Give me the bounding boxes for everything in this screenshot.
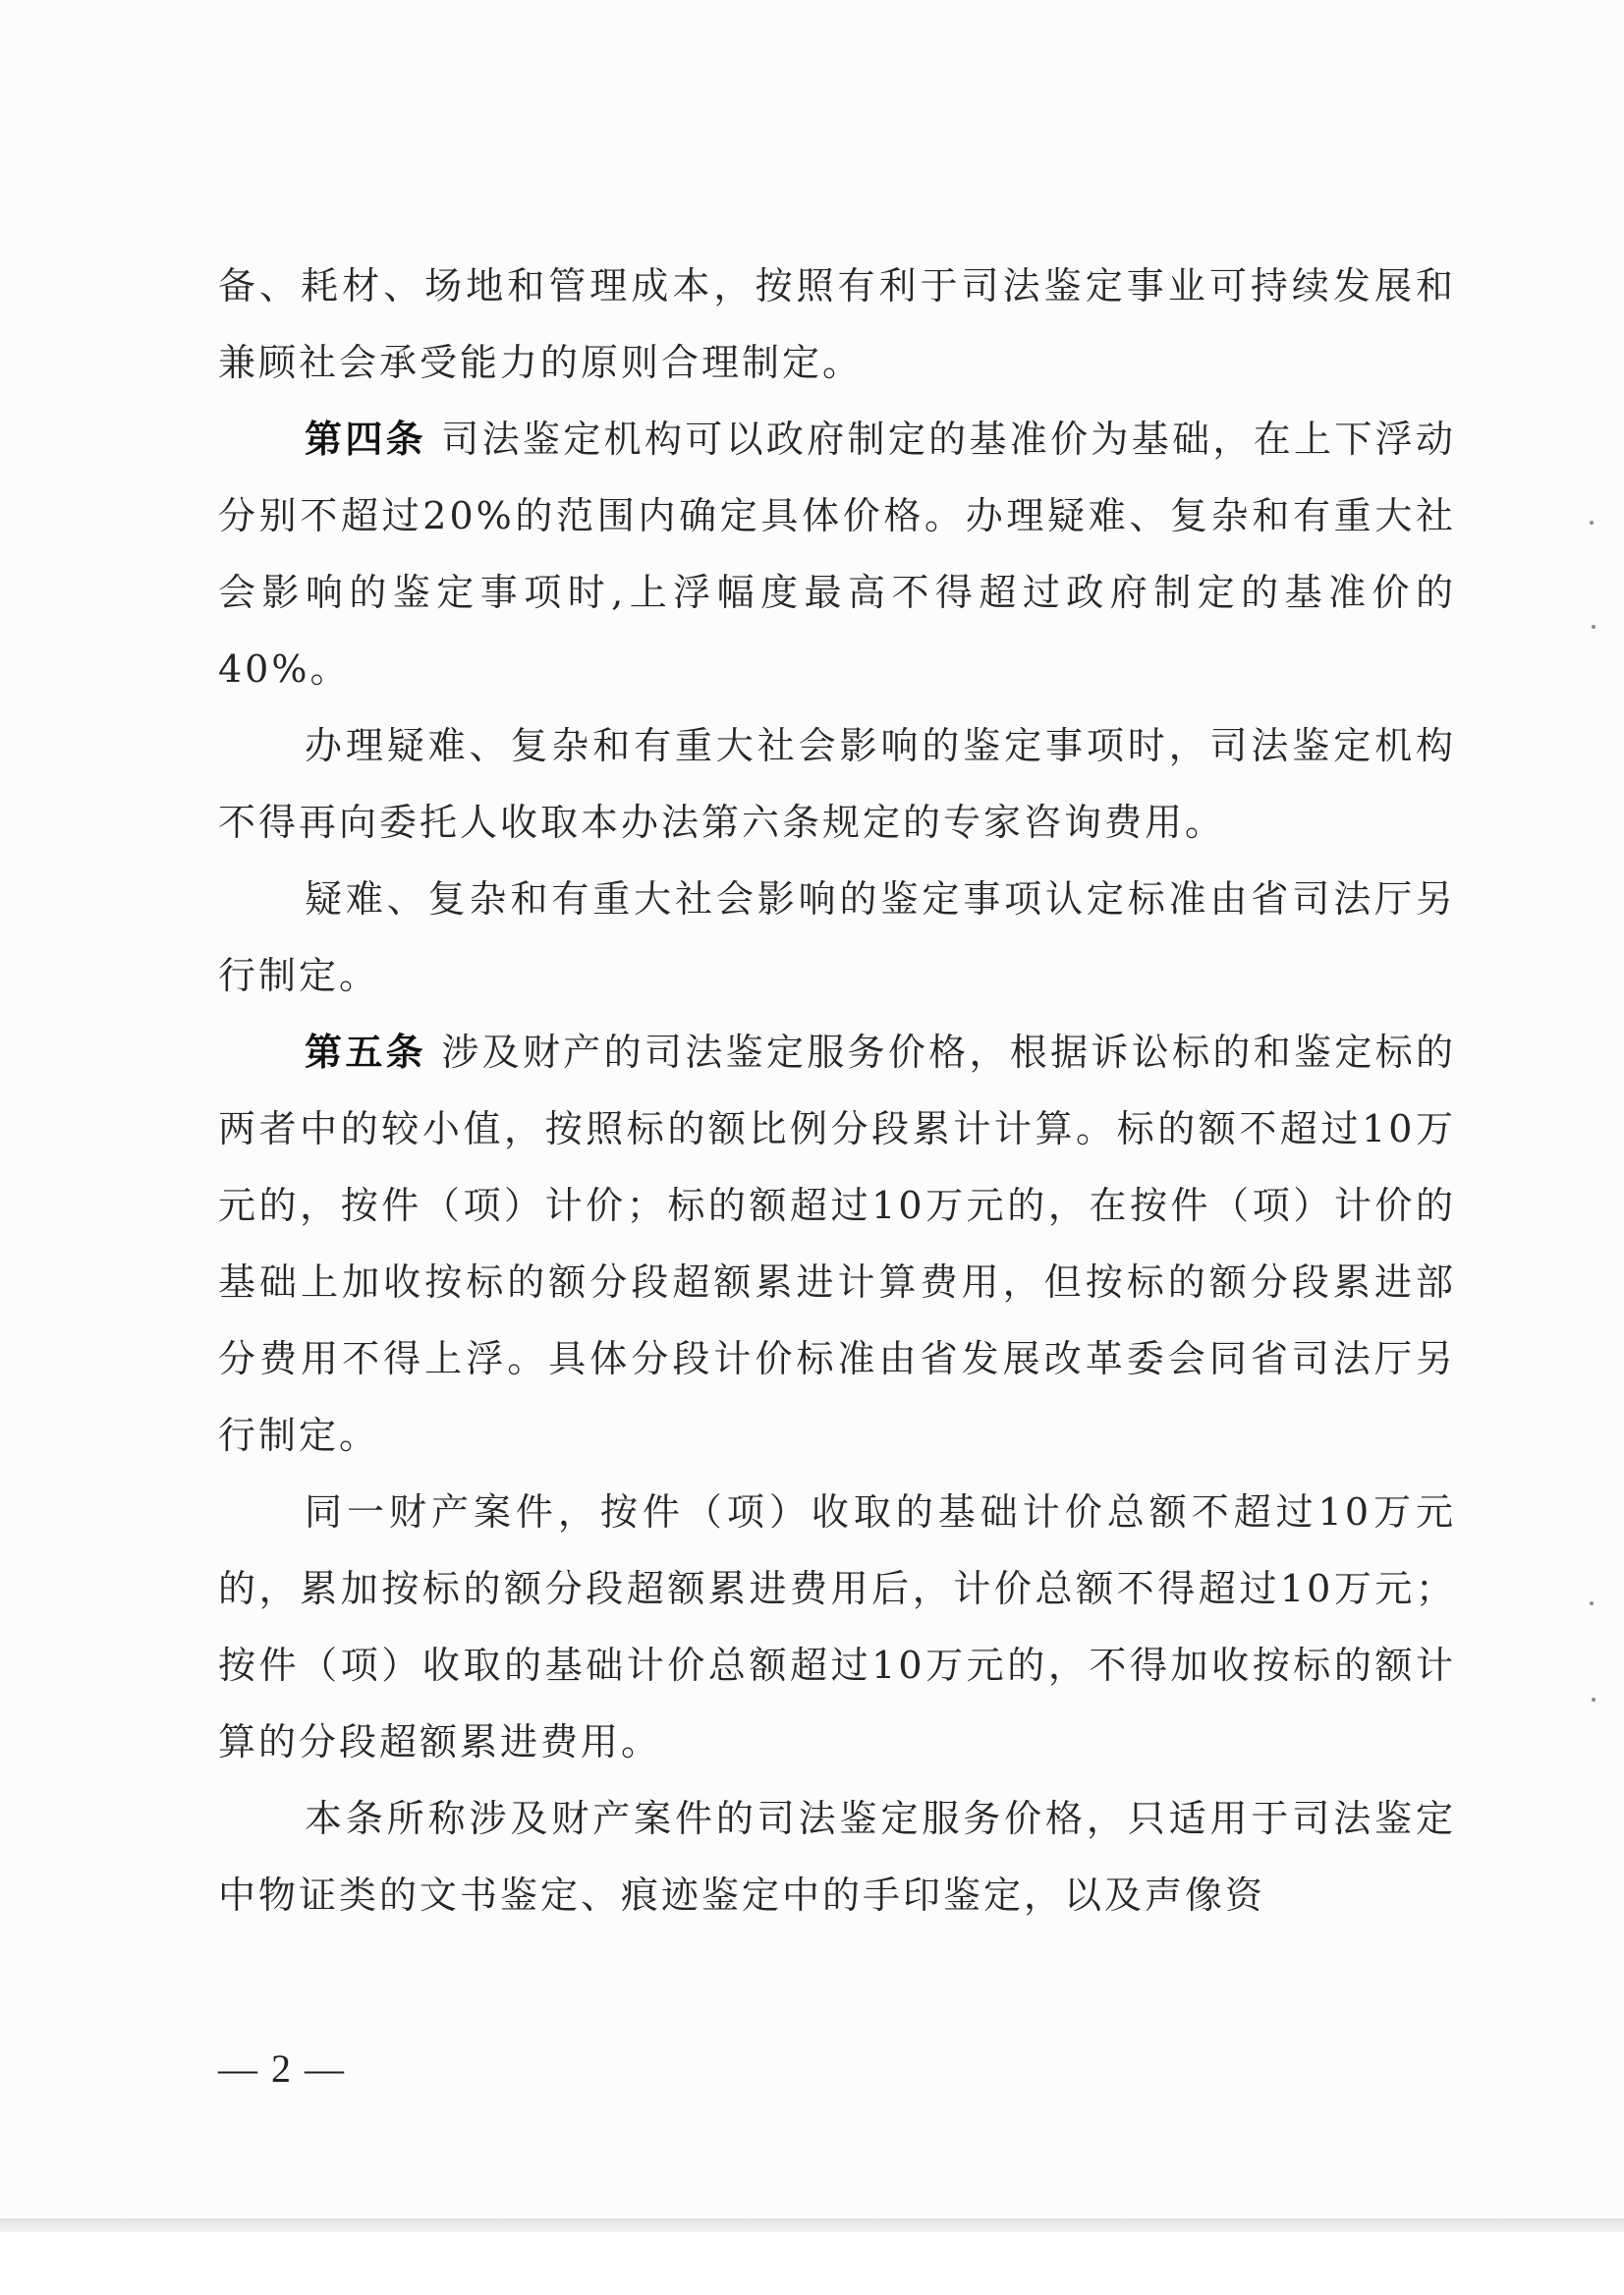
paragraph-text: 本条所称涉及财产案件的司法鉴定服务价格，只适用于司法鉴定中物证类的文书鉴定、痕迹鉴定中的手印鉴定，以及声像资 bbox=[218, 1797, 1456, 1917]
scan-speck bbox=[1590, 521, 1594, 525]
article-heading: 第四条 bbox=[305, 418, 426, 461]
scan-speck bbox=[1592, 1698, 1596, 1702]
page-bottom-edge bbox=[0, 2218, 1624, 2232]
paragraph-6 bbox=[218, 1474, 1456, 1780]
paragraph-text: 疑难、复杂和有重大社会影响的鉴定事项认定标准由省司法厅另行制定。 bbox=[218, 877, 1456, 997]
scan-speck bbox=[1592, 625, 1596, 629]
article-heading: 第五条 bbox=[305, 1031, 426, 1074]
scan-speck bbox=[1590, 1601, 1594, 1605]
paragraph-3 bbox=[218, 707, 1456, 861]
paragraph-1 bbox=[218, 248, 1456, 401]
paragraph-7 bbox=[218, 1780, 1456, 1933]
paragraph-text: 办理疑难、复杂和有重大社会影响的鉴定事项时，司法鉴定机构不得再向委托人收取本办法第六条规定的专家咨询费用。 bbox=[218, 724, 1456, 844]
paragraph-article-5 bbox=[218, 1014, 1456, 1474]
paragraph-text: 涉及财产的司法鉴定服务价格，根据诉讼标的和鉴定标的两者中的较小值，按照标的额比例分段累计计算。标的额不超过10万元的，按件（项）计价；标的额超过10万元的，在按件（项）计价的基础上加收按标的额分段超额累进计算费用，但按标的额分段累进部分费用不得上浮。具体分段计价标准由省发展改革委会同省司法厅另行制定。 bbox=[218, 1031, 1456, 1457]
paragraph-text: 备、耗材、场地和管理成本，按照有利于司法鉴定事业可持续发展和兼顾社会承受能力的原则合理制定。 bbox=[218, 264, 1456, 384]
paragraph-article-4 bbox=[218, 401, 1456, 707]
page-number: — 2 — bbox=[218, 2046, 346, 2091]
page-bottom-margin bbox=[0, 2232, 1624, 2295]
paragraph-text: 司法鉴定机构可以政府制定的基准价为基础，在上下浮动分别不超过20%的范围内确定具体价格。办理疑难、复杂和有重大社会影响的鉴定事项时,上浮幅度最高不得超过政府制定的基准价的40%。 bbox=[218, 418, 1456, 691]
paragraph-4 bbox=[218, 861, 1456, 1014]
document-body bbox=[218, 248, 1456, 1933]
paragraph-text: 同一财产案件，按件（项）收取的基础计价总额不超过10万元的，累加按标的额分段超额累进费用后，计价总额不得超过10万元；按件（项）收取的基础计价总额超过10万元的，不得加收按标的额计算的分段超额累进费用。 bbox=[218, 1490, 1456, 1763]
